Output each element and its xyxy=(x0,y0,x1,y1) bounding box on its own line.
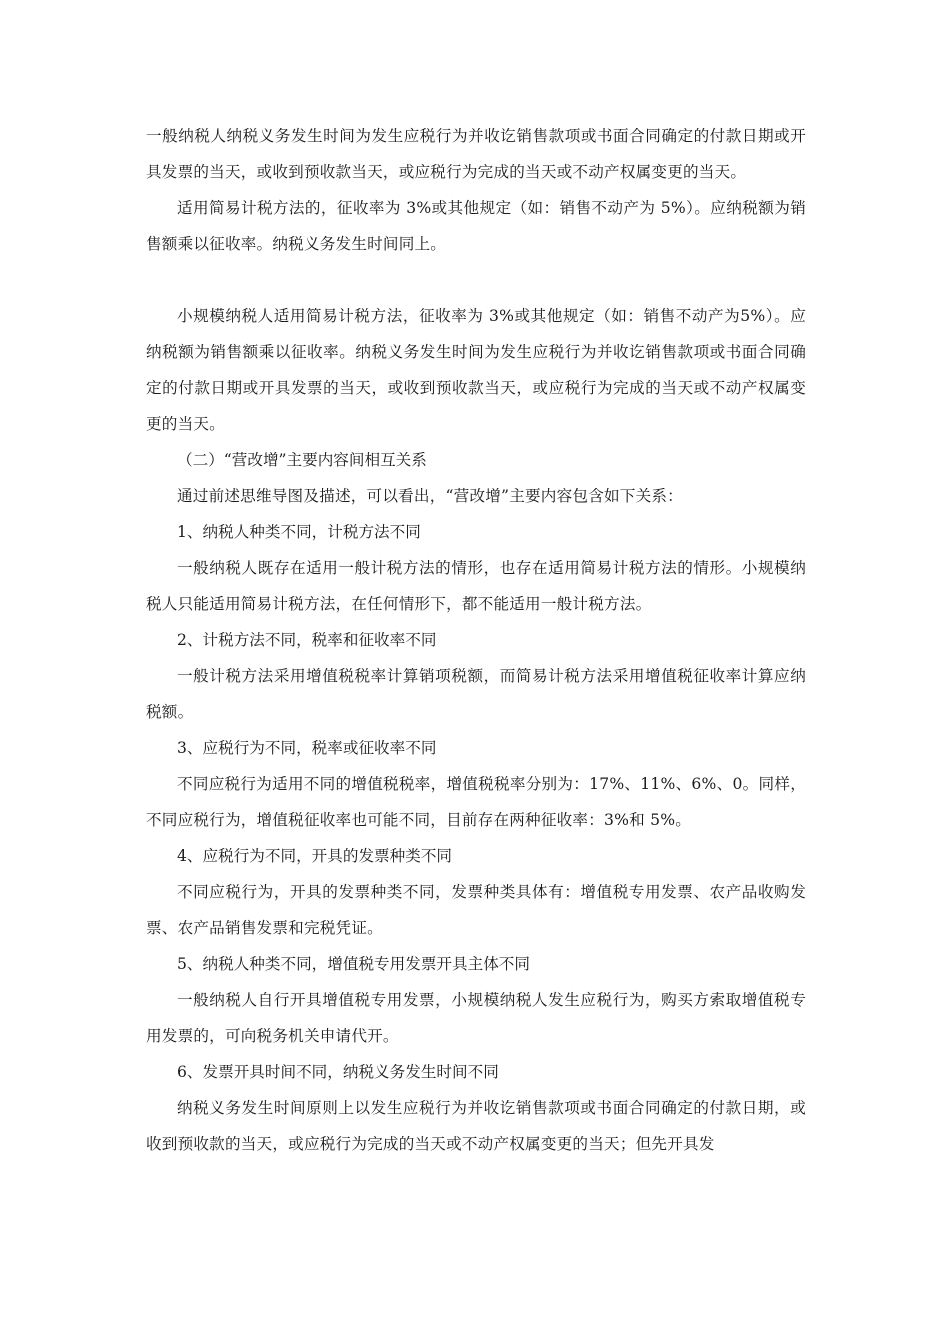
section-title: （二）“营改增”主要内容间相互关系 xyxy=(177,451,427,469)
relation-heading-2: 2、计税方法不同，税率和征收率不同 xyxy=(177,631,437,649)
relation-body-5: 一般纳税人自行开具增值税专用发票，小规模纳税人发生应税行为，购买方索取增值税专用发票的，可向税务机关申请代开。 xyxy=(146,991,806,1045)
paragraph-general-taxpayer-timing: 一般纳税人纳税义务发生时间为发生应税行为并收讫销售款项或书面合同确定的付款日期或开具发票的当天，或收到预收款当天，或应税行为完成的当天或不动产权属变更的当天。 xyxy=(146,127,806,181)
relation-heading-5: 5、纳税人种类不同，增值税专用发票开具主体不同 xyxy=(177,955,530,973)
relation-body-4: 不同应税行为，开具的发票种类不同，发票种类具体有：增值税专用发票、农产品收购发票、农产品销售发票和完税凭证。 xyxy=(146,883,806,937)
document-page xyxy=(146,118,806,1162)
paragraph-simple-method: 适用简易计税方法的，征收率为 3%或其他规定（如：销售不动产为 5%）。应纳税额为销售额乘以征收率。纳税义务发生时间同上。 xyxy=(146,199,806,253)
relation-body-1: 一般纳税人既存在适用一般计税方法的情形，也存在适用简易计税方法的情形。小规模纳税人只能适用简易计税方法，在任何情形下，都不能适用一般计税方法。 xyxy=(146,559,806,613)
relation-heading-4: 4、应税行为不同，开具的发票种类不同 xyxy=(177,847,453,865)
relation-body-6: 纳税义务发生时间原则上以发生应税行为并收讫销售款项或书面合同确定的付款日期，或收到预收款的当天，或应税行为完成的当天或不动产权属变更的当天；但先开具发 xyxy=(146,1099,806,1153)
relation-body-3: 不同应税行为适用不同的增值税税率，增值税税率分别为：17%、11%、6%、0。同样，不同应税行为，增值税征收率也可能不同，目前存在两种征收率：3%和 5%。 xyxy=(146,775,806,829)
relation-heading-6: 6、发票开具时间不同，纳税义务发生时间不同 xyxy=(177,1063,499,1081)
relation-body-2: 一般计税方法采用增值税税率计算销项税额，而简易计税方法采用增值税征收率计算应纳税额。 xyxy=(146,667,806,721)
section-intro: 通过前述思维导图及描述，可以看出，“营改增”主要内容包含如下关系： xyxy=(177,487,683,505)
relation-heading-1: 1、纳税人种类不同，计税方法不同 xyxy=(177,523,421,541)
relation-heading-3: 3、应税行为不同，税率或征收率不同 xyxy=(177,739,437,757)
paragraph-gap xyxy=(146,262,806,298)
paragraph-small-scale-taxpayer: 小规模纳税人适用简易计税方法，征收率为 3%或其他规定（如：销售不动产为5%）。应纳税额为销售额乘以征收率。纳税义务发生时间为发生应税行为并收讫销售款项或书面合同确定的付款日期或开具发票的当天，或收到预收款当天，或应税行为完成的当天或不动产权属变更的当天。 xyxy=(146,307,806,433)
